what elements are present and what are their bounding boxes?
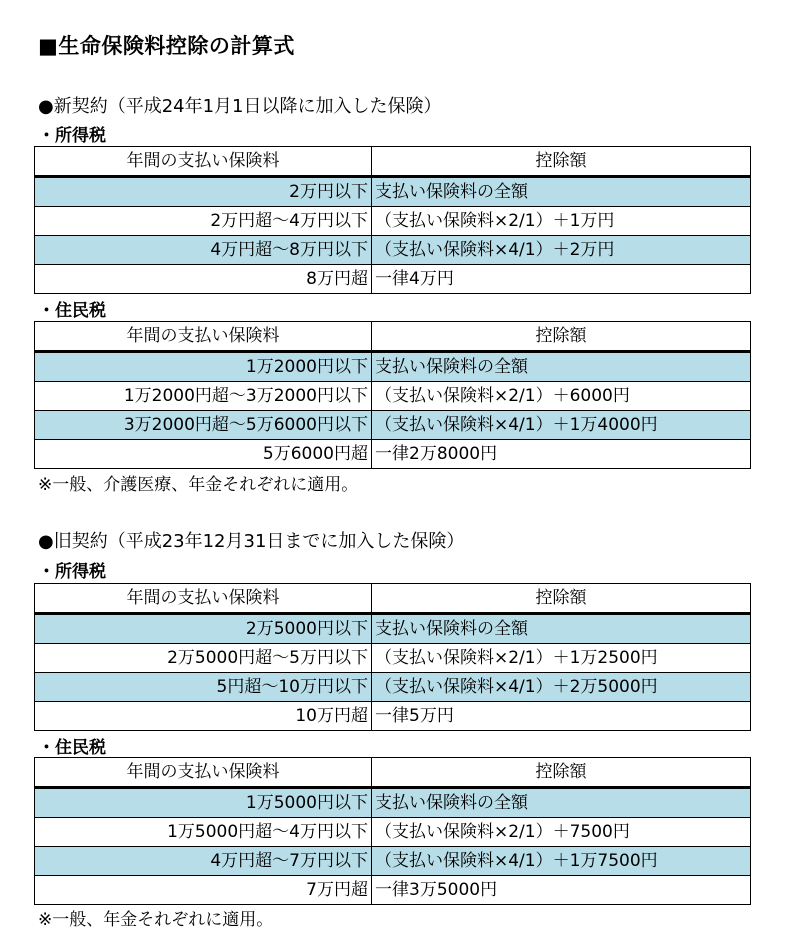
deduction-cell: 一律5万円 — [372, 702, 751, 731]
premium-range-cell: 2万円超～4万円以下 — [35, 207, 372, 236]
table-row — [35, 818, 751, 847]
table-row — [35, 673, 751, 702]
column-header-deduction: 控除額 — [372, 584, 751, 614]
premium-range-cell: 8万円超 — [35, 265, 372, 294]
premium-range-cell: 1万5000円以下 — [35, 788, 372, 818]
deduction-cell: 一律4万円 — [372, 265, 751, 294]
deduction-cell: 支払い保険料の全額 — [372, 177, 751, 207]
table-row — [35, 440, 751, 469]
premium-range-cell: 1万2000円超～3万2000円以下 — [35, 382, 372, 411]
new-contract-heading: ●新契約（平成24年1月1日以降に加入した保険） — [38, 96, 442, 117]
premium-range-cell: 1万5000円超～4万円以下 — [35, 818, 372, 847]
column-header-amount: 年間の支払い保険料 — [35, 584, 372, 614]
table-row — [35, 876, 751, 905]
old-contract-note: ※一般、年金それぞれに適用。 — [38, 910, 274, 930]
table-row — [35, 788, 751, 818]
column-header-amount: 年間の支払い保険料 — [35, 147, 372, 177]
table-row — [35, 265, 751, 294]
deduction-cell: （支払い保険料×2/1）＋7500円 — [372, 818, 751, 847]
table-row — [35, 847, 751, 876]
column-header-deduction: 控除額 — [372, 758, 751, 788]
old-income-tax-heading: ・所得税 — [38, 562, 106, 582]
column-header-amount: 年間の支払い保険料 — [35, 322, 372, 352]
page-title: ■生命保険料控除の計算式 — [38, 34, 295, 58]
table-row — [35, 614, 751, 644]
premium-range-cell: 4万円超～7万円以下 — [35, 847, 372, 876]
table-row — [35, 382, 751, 411]
table-row — [35, 177, 751, 207]
deduction-cell: 一律2万8000円 — [372, 440, 751, 469]
premium-range-cell: 2万円以下 — [35, 177, 372, 207]
premium-range-cell: 2万5000円以下 — [35, 614, 372, 644]
premium-range-cell: 1万2000円以下 — [35, 352, 372, 382]
column-header-deduction: 控除額 — [372, 147, 751, 177]
old-resident-tax-heading: ・住民税 — [38, 738, 106, 758]
table-row — [35, 702, 751, 731]
deduction-cell: （支払い保険料×4/1）＋1万4000円 — [372, 411, 751, 440]
new-resident-tax-heading: ・住民税 — [38, 301, 106, 321]
new-resident-tax-table — [34, 321, 751, 469]
table-row — [35, 644, 751, 673]
deduction-cell: （支払い保険料×4/1）＋2万5000円 — [372, 673, 751, 702]
new-contract-note: ※一般、介護医療、年金それぞれに適用。 — [38, 475, 359, 495]
table-row — [35, 236, 751, 265]
old-income-tax-table — [34, 583, 751, 731]
table-header-row — [35, 322, 751, 352]
new-income-tax-table — [34, 146, 751, 294]
premium-range-cell: 5万6000円超 — [35, 440, 372, 469]
new-income-tax-heading: ・所得税 — [38, 126, 106, 146]
premium-range-cell: 7万円超 — [35, 876, 372, 905]
deduction-cell: （支払い保険料×4/1）＋2万円 — [372, 236, 751, 265]
column-header-amount: 年間の支払い保険料 — [35, 758, 372, 788]
old-contract-heading: ●旧契約（平成23年12月31日までに加入した保険） — [38, 531, 465, 552]
deduction-cell: （支払い保険料×4/1）＋1万7500円 — [372, 847, 751, 876]
deduction-cell: 支払い保険料の全額 — [372, 788, 751, 818]
table-header-row — [35, 758, 751, 788]
deduction-cell: （支払い保険料×2/1）＋1万2500円 — [372, 644, 751, 673]
deduction-cell: （支払い保険料×2/1）＋1万円 — [372, 207, 751, 236]
deduction-cell: 一律3万5000円 — [372, 876, 751, 905]
old-resident-tax-table — [34, 757, 751, 905]
premium-range-cell: 3万2000円超～5万6000円以下 — [35, 411, 372, 440]
premium-range-cell: 2万5000円超～5万円以下 — [35, 644, 372, 673]
premium-range-cell: 5円超～10万円以下 — [35, 673, 372, 702]
deduction-cell: 支払い保険料の全額 — [372, 614, 751, 644]
table-row — [35, 207, 751, 236]
table-row — [35, 411, 751, 440]
column-header-deduction: 控除額 — [372, 322, 751, 352]
table-header-row — [35, 147, 751, 177]
deduction-cell: 支払い保険料の全額 — [372, 352, 751, 382]
table-header-row — [35, 584, 751, 614]
table-row — [35, 352, 751, 382]
premium-range-cell: 10万円超 — [35, 702, 372, 731]
deduction-cell: （支払い保険料×2/1）＋6000円 — [372, 382, 751, 411]
premium-range-cell: 4万円超～8万円以下 — [35, 236, 372, 265]
